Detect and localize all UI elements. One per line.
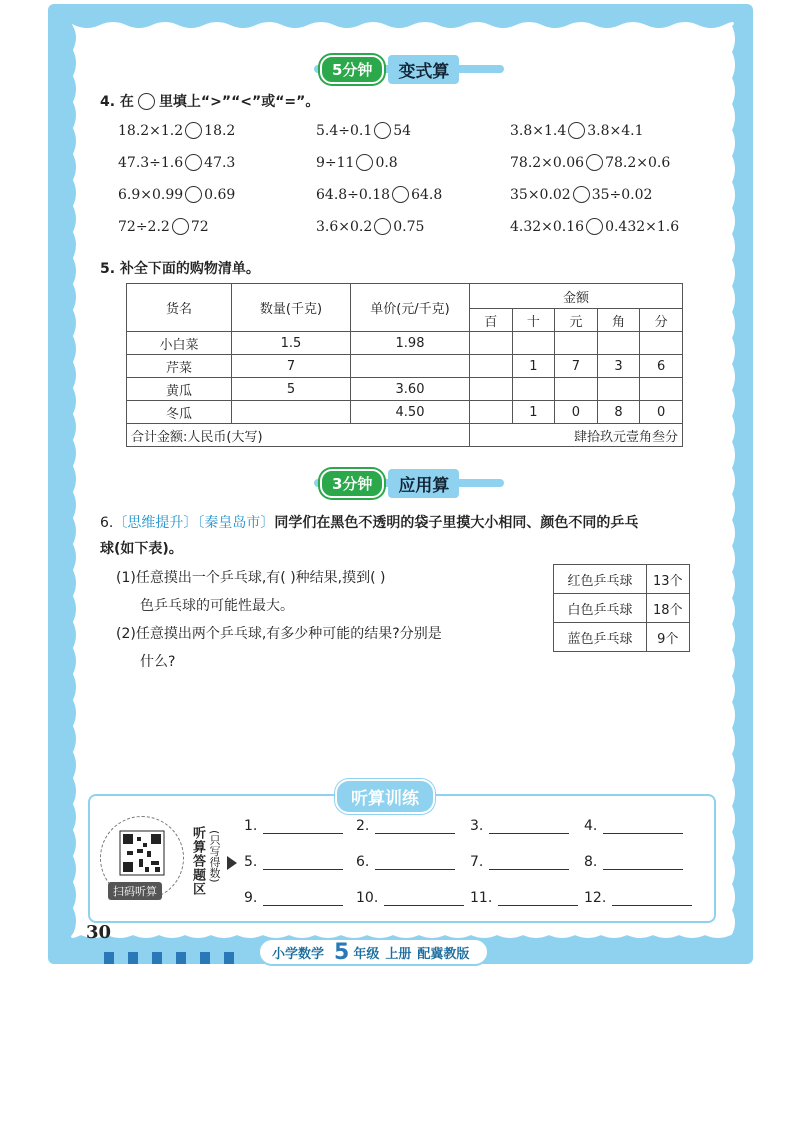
answer-note: (只写得数): [208, 830, 221, 883]
decor-dash: [104, 952, 114, 964]
comparison-expression: 18.2×1.2 18.2: [118, 122, 236, 139]
total-label: 合计金额:人民币(大写): [127, 424, 470, 447]
section-title: 变式算: [388, 55, 459, 84]
answer-circle[interactable]: [573, 186, 590, 203]
answer-circle[interactable]: [392, 186, 409, 203]
listening-title: 听算训练: [335, 779, 435, 814]
cell-price: 1.98: [351, 332, 470, 355]
table-row: [127, 378, 683, 401]
answer-circle[interactable]: [185, 122, 202, 139]
cell-price[interactable]: [351, 355, 470, 378]
ball-count: 9个: [647, 623, 690, 652]
answer-blank[interactable]: 5.: [244, 854, 343, 870]
section-title: 应用算: [388, 469, 459, 498]
page-number: 30: [86, 922, 112, 943]
answer-blank[interactable]: 8.: [584, 854, 683, 870]
cell-digit: 8: [597, 401, 640, 424]
ball-row: [554, 623, 690, 652]
decor-dash: [176, 952, 186, 964]
table-row: [127, 355, 683, 378]
cell-name: 小白菜: [127, 332, 232, 355]
cell-name: 黄瓜: [127, 378, 232, 401]
answer-blank[interactable]: 9.: [244, 890, 343, 906]
decor-dash: [224, 952, 234, 964]
comparison-expression: 9÷11 0.8: [316, 154, 398, 171]
answer-blank[interactable]: 11.: [470, 890, 578, 906]
decor-dash: [152, 952, 162, 964]
section-time-badge: 3分钟: [320, 469, 384, 498]
ball-count-table: [553, 564, 690, 652]
cell-name: 冬瓜: [127, 401, 232, 424]
answer-circle[interactable]: [586, 218, 603, 235]
book-footer: 小学数学 5 年级 上册 配冀教版: [258, 938, 489, 966]
cell-digit[interactable]: [512, 378, 555, 401]
cell-digit[interactable]: [597, 332, 640, 355]
cell-digit[interactable]: [470, 332, 513, 355]
cell-digit[interactable]: [512, 332, 555, 355]
q5-title: 5. 补全下面的购物清单。: [100, 261, 260, 277]
cell-digit[interactable]: [555, 378, 598, 401]
cell-price: 4.50: [351, 401, 470, 424]
answer-area-label: 听算答题区: [190, 826, 205, 896]
section-banner-1: [320, 56, 500, 82]
header-name: 货名: [127, 284, 232, 332]
cell-digit[interactable]: [640, 378, 683, 401]
answer-blank[interactable]: 12.: [584, 890, 692, 906]
decor-dash: [200, 952, 210, 964]
comparison-expression: 5.4÷0.1 54: [316, 122, 412, 139]
section-time-badge: 5分钟: [320, 55, 384, 84]
cell-digit[interactable]: [470, 378, 513, 401]
comparison-expression: 35×0.02 35÷0.02: [510, 186, 653, 203]
cell-digit[interactable]: [555, 332, 598, 355]
answer-blank[interactable]: 6.: [356, 854, 455, 870]
ball-color: 蓝色乒乓球: [554, 623, 647, 652]
comparison-expression: 64.8÷0.18 64.8: [316, 186, 443, 203]
unit-header: 分: [640, 309, 683, 332]
answer-blank[interactable]: 10.: [356, 890, 464, 906]
cell-digit[interactable]: [470, 355, 513, 378]
unit-header: 十: [512, 309, 555, 332]
q4-title: 4. 在 里填上“>”“<”或“=”。: [100, 94, 320, 110]
circle-icon: [138, 93, 155, 110]
shopping-list-table: [126, 283, 683, 447]
total-value: 肆拾玖元壹角叁分: [470, 424, 683, 447]
ball-row: [554, 594, 690, 623]
answer-blank[interactable]: 7.: [470, 854, 569, 870]
answer-circle[interactable]: [185, 186, 202, 203]
arrow-right-icon: [227, 856, 237, 870]
cell-digit[interactable]: [640, 332, 683, 355]
answer-blank[interactable]: 4.: [584, 818, 683, 834]
comparison-expression: 4.32×0.16 0.432×1.6: [510, 218, 680, 235]
ball-color: 红色乒乓球: [554, 565, 647, 594]
comparison-expression: 47.3÷1.6 47.3: [118, 154, 236, 171]
cell-qty: 1.5: [232, 332, 351, 355]
cell-qty[interactable]: [232, 401, 351, 424]
q6-tag: 〔思维提升〕〔秦皇岛市〕: [113, 515, 275, 531]
answer-circle[interactable]: [374, 122, 391, 139]
comparison-expression: 6.9×0.99 0.69: [118, 186, 236, 203]
cell-digit: 0: [640, 401, 683, 424]
unit-header: 百: [470, 309, 513, 332]
answer-circle[interactable]: [185, 154, 202, 171]
grade-number: 5: [334, 939, 350, 965]
header-qty: 数量(千克): [232, 284, 351, 332]
q6-question: 6.〔思维提升〕〔秦皇岛市〕同学们在黑色不透明的袋子里摸大小相同、颜色不同的乒乓 球(如下表)。: [100, 515, 639, 557]
q6-sub-questions: (1)任意摸出一个乒乓球,有( )种结果,摸到( ) 色乒乓球的可能性最大。 (2)任意摸出两个乒乓球,有多少种可能的结果?分别是 什么?: [116, 570, 442, 670]
ball-count: 18个: [647, 594, 690, 623]
answer-blank[interactable]: 2.: [356, 818, 455, 834]
cell-digit[interactable]: [597, 378, 640, 401]
ball-color: 白色乒乓球: [554, 594, 647, 623]
cell-digit: 7: [555, 355, 598, 378]
unit-header: 角: [597, 309, 640, 332]
cell-price: 3.60: [351, 378, 470, 401]
unit-header: 元: [555, 309, 598, 332]
header-amount: 金额: [470, 284, 683, 309]
comparison-expression: 3.8×1.4 3.8×4.1: [510, 122, 644, 139]
cell-digit[interactable]: [470, 401, 513, 424]
answer-circle[interactable]: [356, 154, 373, 171]
cell-digit: 1: [512, 401, 555, 424]
comparison-expression: 78.2×0.06 78.2×0.6: [510, 154, 671, 171]
section-banner-2: [320, 470, 500, 496]
cell-digit: 6: [640, 355, 683, 378]
cell-digit: 0: [555, 401, 598, 424]
comparison-expression: 3.6×0.2 0.75: [316, 218, 425, 235]
answer-circle[interactable]: [172, 218, 189, 235]
cell-digit: 3: [597, 355, 640, 378]
header-price: 单价(元/千克): [351, 284, 470, 332]
cell-name: 芹菜: [127, 355, 232, 378]
cell-qty: 7: [232, 355, 351, 378]
ball-count: 13个: [647, 565, 690, 594]
decor-dash: [128, 952, 138, 964]
table-row: [127, 332, 683, 355]
cell-qty: 5: [232, 378, 351, 401]
answer-blank[interactable]: 3.: [470, 818, 569, 834]
comparison-expression: 72÷2.2 72: [118, 218, 209, 235]
scan-label: 扫码听算: [108, 882, 162, 900]
total-row: [127, 424, 683, 447]
answer-blank[interactable]: 1.: [244, 818, 343, 834]
cell-digit: 1: [512, 355, 555, 378]
answer-circle[interactable]: [568, 122, 585, 139]
answer-circle[interactable]: [586, 154, 603, 171]
table-row: [127, 401, 683, 424]
ball-row: [554, 565, 690, 594]
answer-circle[interactable]: [374, 218, 391, 235]
